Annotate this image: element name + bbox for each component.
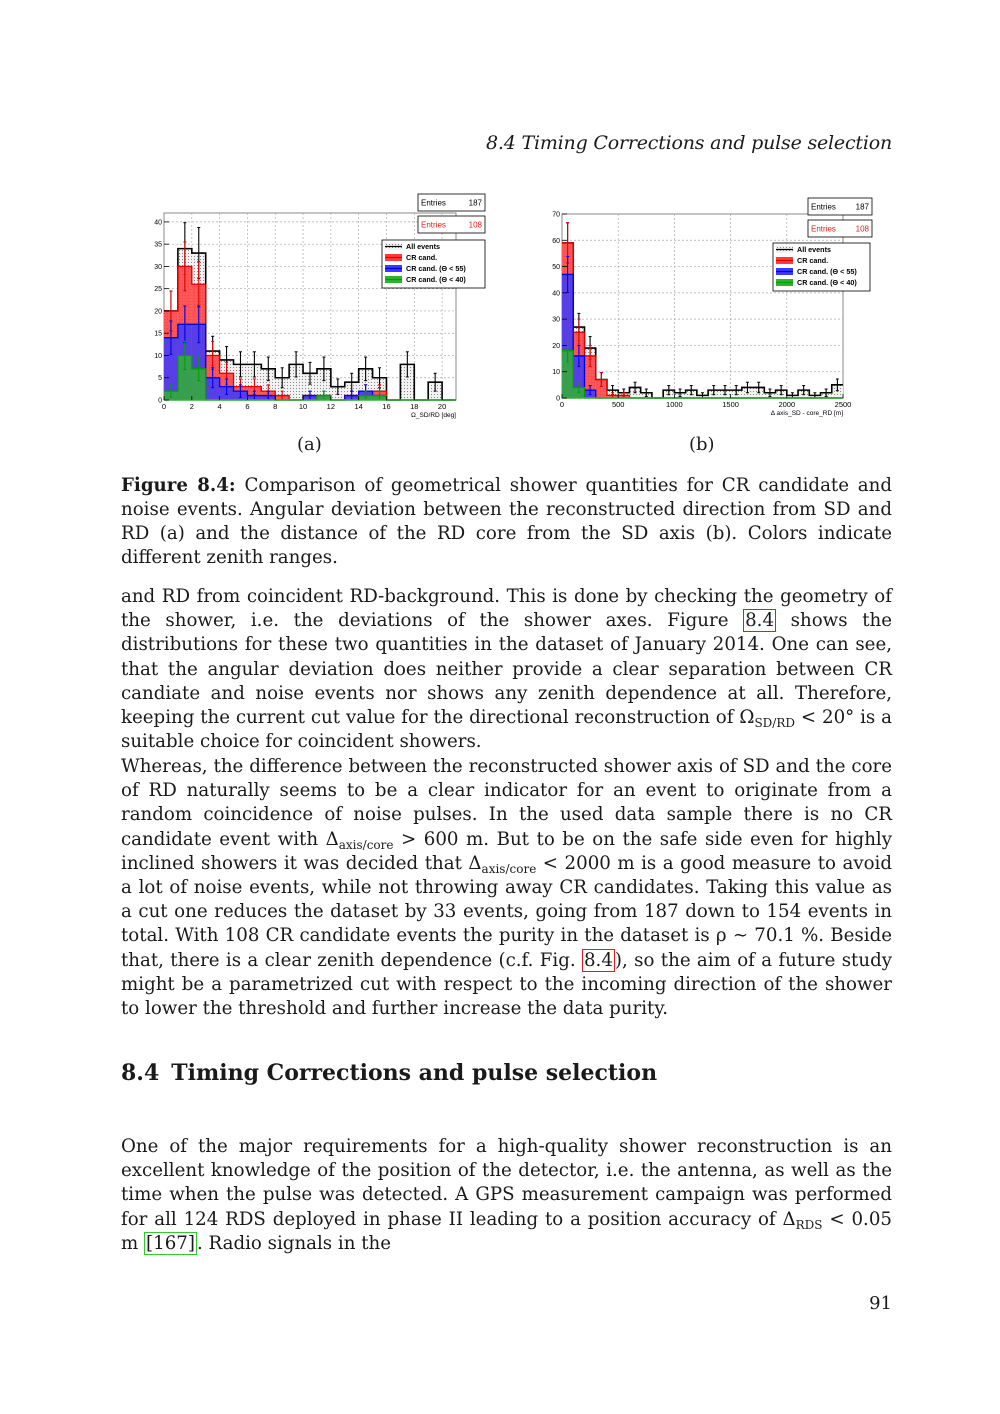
subfigure-label-a: (a) [297,434,322,455]
svg-text:108: 108 [468,220,482,230]
svg-text:CR cand.: CR cand. [797,256,829,265]
svg-text:18: 18 [410,402,419,411]
caption-label: Figure 8.4: [121,475,236,496]
histogram-axis-core-distance [540,190,880,425]
text: . Radio signals in the [196,1232,392,1254]
paragraph-1 [121,585,892,754]
svg-text:16: 16 [382,402,391,411]
svg-text:Entries: Entries [421,198,446,208]
svg-text:CR cand. (Θ < 40): CR cand. (Θ < 40) [797,278,857,287]
section-title: Timing Corrections and pulse selection [171,1060,658,1086]
svg-text:12: 12 [326,402,336,411]
svg-text:187: 187 [855,202,869,212]
svg-text:14: 14 [354,402,363,411]
svg-text:CR cand.: CR cand. [406,253,438,262]
svg-text:0: 0 [556,395,560,403]
text: < 2000 m is a good measure to avoid a lot of noise events, while not throwing away CR candidates. Taking this value as a cut one reduces the dataset by 33 events, going from 187 down to 154 events in total. With 108 CR candidate events the purity in the dataset is ρ ∼ 70.1 %. Beside that, there is a clear zenith dependence (c.f. Fig. [121,852,893,971]
svg-text:500: 500 [611,400,625,409]
caption-text: Comparison of geometrical shower quantities for CR candidate and noise events. Angular deviation between the reconstructed direction from SD and RD (a) and the distance of the RD core from the SD axis (b). Colors indicate different zenith ranges. [121,475,892,568]
svg-text:10: 10 [154,352,162,360]
svg-text:40: 40 [552,290,560,298]
page-number: 91 [869,1293,892,1314]
svg-text:4: 4 [217,402,222,411]
section-heading [121,1060,657,1086]
svg-text:25: 25 [154,286,162,294]
svg-text:CR cand. (Θ < 40): CR cand. (Θ < 40) [406,275,466,284]
svg-text:Δ axis_SD - core_RD [m]: Δ axis_SD - core_RD [m] [770,410,843,417]
text: < 0.05 m [121,1208,892,1254]
svg-text:10: 10 [298,402,308,411]
svg-text:0: 0 [161,402,167,411]
svg-text:60: 60 [552,237,560,245]
svg-text:30: 30 [154,263,162,271]
svg-text:40: 40 [154,219,162,227]
svg-text:1000: 1000 [666,400,683,409]
figure-caption [121,474,892,570]
svg-text:0: 0 [559,400,565,409]
svg-text:1500: 1500 [722,400,739,409]
text: < 20° is a suitable choice for coincident showers. [121,707,892,753]
paragraph-3 [121,1135,892,1256]
text: ), so the aim of a future study might be a parametrized cut with respect to the incoming direction of the shower to lower the threshold and further increase the data purity. [121,949,892,1020]
running-head: 8.4 Timing Corrections and pulse selection [486,132,892,154]
figure-ref-link[interactable]: 8.4 [745,610,775,632]
histogram-angular-deviation [140,190,490,425]
svg-text:2000: 2000 [778,400,796,409]
svg-text:5: 5 [158,375,162,383]
citation-link[interactable]: [167] [146,1232,195,1254]
histogram-svg [540,190,880,425]
svg-text:10: 10 [552,369,560,377]
text: shows the distributions for these two quantities in the dataset of January 2014. One can see, that the angular deviation does neither provide a clear separation between CR candiate and noise events nor shows any zenith dependence at all. Therefore, keeping the current cut value for the directional reconstruction of Ω [121,610,892,729]
paragraph-2 [121,755,892,1021]
svg-text:6: 6 [245,402,250,411]
text: and RD from coincident RD-background. This is done by checking the geometry of the shower, i.e. the deviations of the shower axes. Figure [121,586,892,632]
subscript: axis/core [338,837,394,852]
svg-text:Ω_SD/RD [deg]: Ω_SD/RD [deg] [411,412,456,419]
histogram-svg [140,190,490,425]
svg-text:70: 70 [552,211,560,219]
svg-text:15: 15 [154,330,162,338]
svg-text:Entries: Entries [811,224,836,234]
svg-text:All events: All events [406,242,440,251]
text: Whereas, the difference between the reconstructed shower axis of SD and the core of RD naturally seems to be a clear indicator for an event to originate from a random coincidence of noise pulses. In the used data sample there is no CR candidate event with Δ [121,756,892,850]
subfigure-label-b: (b) [689,434,715,455]
svg-text:CR cand. (Θ < 55): CR cand. (Θ < 55) [406,264,466,273]
subscript: RDS [795,1217,823,1232]
subscript: SD/RD [754,716,795,731]
svg-text:0: 0 [158,397,162,405]
svg-text:Entries: Entries [811,202,836,212]
text: One of the major requirements for a high-quality shower reconstruction is an excellent knowledge of the position of the detector, i.e. the antenna, as well as the time when the pulse was detected. A GPS measurement campaign was performed for all 124 RDS deployed in phase II leading to a position accuracy of Δ [121,1136,892,1230]
svg-text:20: 20 [437,402,447,411]
svg-text:35: 35 [154,241,162,249]
svg-text:20: 20 [552,342,560,350]
section-number: 8.4 [121,1060,160,1086]
svg-text:All events: All events [797,245,831,254]
svg-text:2500: 2500 [834,400,852,409]
svg-text:50: 50 [552,264,560,272]
svg-text:30: 30 [552,316,560,324]
text: > 600 m. But to be on the safe side even for highly inclined showers it was decided that Δ [121,828,892,874]
svg-text:8: 8 [273,402,278,411]
svg-text:CR cand. (Θ < 55): CR cand. (Θ < 55) [797,267,857,276]
svg-text:187: 187 [468,198,482,208]
subscript: axis/core [481,861,537,876]
svg-text:20: 20 [154,308,162,316]
figure-ref-link[interactable]: 8.4 [583,949,613,971]
svg-text:108: 108 [855,224,869,234]
svg-text:2: 2 [189,402,194,411]
svg-text:Entries: Entries [421,220,446,230]
